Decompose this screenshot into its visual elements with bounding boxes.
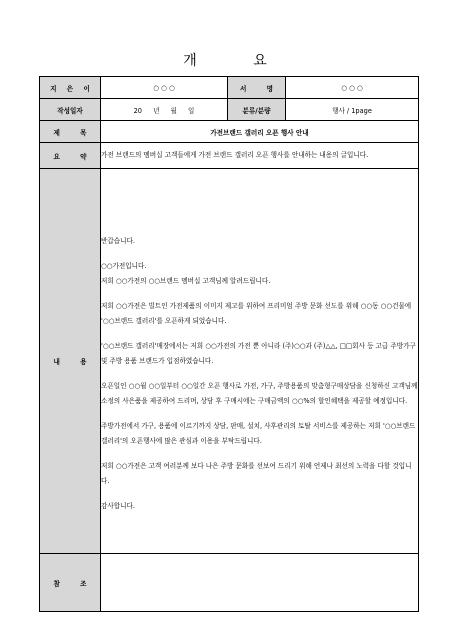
subject-label: 제 목 (40, 121, 101, 143)
content-paragraph: '○○브랜드 갤러리'매장에서는 저희 ○○가전의 가전 뿐 아니라 (주)○○과 (주)△△, □□회사 등 고급 주방가구 및 주방 용품 브랜드가 입점하였습니다. (101, 342, 416, 365)
author-label: 지 은 이 (40, 77, 101, 99)
content-body (101, 169, 419, 554)
content-paragraph: ○○가전입니다. 저희 ○○가전의 ○○브랜드 멤버십 고객님께 알려드립니다. (101, 262, 271, 285)
content-paragraph: 반갑습니다. (101, 237, 135, 245)
subject-value: 가전브랜드 갤러리 오픈 행사 안내 (101, 121, 419, 143)
summary-form-table (39, 76, 419, 612)
page-title: 개 요 (183, 53, 293, 69)
signature-label: 서 명 (228, 77, 286, 99)
category-label: 분류/분량 (228, 99, 286, 121)
author-value: ○ ○ ○ (101, 77, 228, 99)
content-label: 내 용 (40, 169, 101, 554)
summary-value: 가전 브랜드의 멤버십 고객들에게 가전 브랜드 갤러리 오픈 행사를 안내하는 내용의 글입니다. (101, 143, 419, 169)
content-paragraph: 주방가전에서 가구, 용품에 이르기까지 상담, 판매, 설치, 사후관리의 토탈 서비스를 제공하는 저희 '○○브랜드 갤러리'의 오픈행사에 많은 관심과 이용을 부탁드립니다. (101, 422, 416, 445)
signature-value: ○ ○ ○ (286, 77, 419, 99)
content-paragraphs (101, 198, 418, 514)
summary-label: 요 약 (40, 143, 101, 169)
date-value: 20 년 월 일 (101, 99, 228, 121)
content-paragraph: 오픈일인 ○○월 ○○일부터 ○○일간 오픈 행사로 가전, 가구, 주방용품의 맞춤형구매상담을 신청하신 고객님께 소정의 사은품을 제공하여 드리며, 상담 후 구매시에는 구매금액의 ○○%의 할인혜택을 제공할 예정입니다. (101, 382, 418, 405)
content-paragraph: 감사합니다. (101, 502, 135, 510)
reference-label: 참 조 (40, 554, 101, 612)
content-paragraph: 저희 ○○가전은 빌트인 가전제품의 이미지 제고를 위하여 프리미엄 주방 문화 선도를 위해 ○○동 ○○건물에 '○○브랜드 갤러리'를 오픈하게 되었습니다. (101, 302, 412, 325)
content-paragraph: 저희 ○○가전은 고객 여러분께 보다 나은 주방 문화를 선보여 드리기 위해 언제나 최선의 노력을 다할 것입니다. (101, 462, 412, 485)
date-label: 작성일자 (40, 99, 101, 121)
reference-value (101, 554, 419, 612)
category-value: 행사 / 1page (286, 99, 419, 121)
